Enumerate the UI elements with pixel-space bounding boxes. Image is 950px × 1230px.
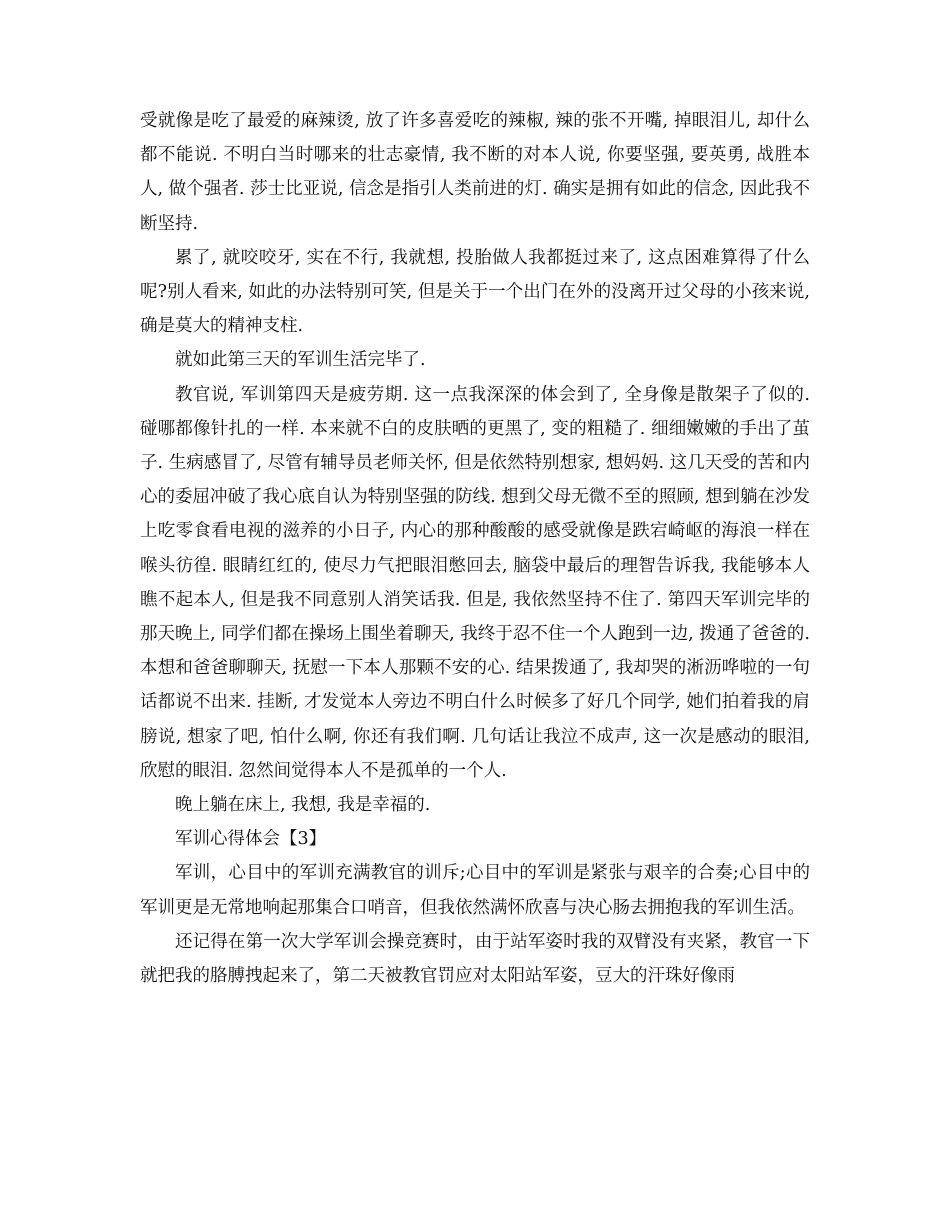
section-heading: 军训心得体会【3】 [175, 829, 327, 850]
paragraph-5: 晚上躺在床上, 我想, 我是幸福的. [175, 795, 431, 816]
paragraph-2: 累了, 就咬咬牙, 实在不行, 我就想, 投胎做人我都挺过来了, 这点困难算得了什么呢?别人看来, 如此的办法特别可笑, 但是关于一个出门在外的没离开过父母的小孩来说, 确是莫大的精神支柱. [140, 247, 811, 337]
paragraph-6: 军训，心目中的军训充满教官的训斥;心目中的军训是紧张与艰辛的合奏;心目中的军训更是无常地响起那集合口哨音，但我依然满怀欣喜与决心肠去拥抱我的军训生活。 [140, 863, 810, 918]
paragraph-7: 还记得在第一次大学军训会操竞赛时，由于站军姿时我的双臂没有夹紧，教官一下就把我的胳膊拽起来了，第二天被教官罚应对太阳站军姿，豆大的汗珠好像雨 [140, 931, 810, 987]
document-body [140, 104, 810, 993]
paragraph-3: 就如此第三天的军训生活完毕了. [175, 350, 426, 371]
paragraph-4: 教官说, 军训第四天是疲劳期. 这一点我深深的体会到了, 全身像是散架子了似的. 碰哪都像针扎的一样. 本来就不白的皮肤晒的更黑了, 变的粗糙了. 细细嫩嫩的手出了茧子. 生病感冒了, 尽管有辅导员老师关怀, 但是依然特别想家, 想妈妈. 这几天受的苦和内心的委屈冲破了我心底自认为特别坚强的防线. 想到父母无微不至的照顾, 想到躺在沙发上吃零食看电视的滋养的小日子, 内心的那种酸酸的感受就像是跌宕崎岖的海浪一样在喉头彷徨. 眼睛红红的, 使尽力气把眼泪憋回去, 脑袋中最后的理智告诉我, 我能够本人瞧不起本人, 但是我不同意别人消笑话我. 但是, 我依然坚持不住了. 第四天军训完毕的那天晚上, 同学们都在操场上围坐着聊天, 我终于忍不住一个人跑到一边, 拨通了爸爸的. 本想和爸爸聊聊天, 抚慰一下本人那颗不安的心. 结果拨通了, 我却哭的淅沥哗啦的一句话都说不出来. 挂断, 才发觉本人旁边不明白什么时候多了好几个同学, 她们拍着我的肩膀说, 想家了吧, 怕什么啊, 你还有我们啊. 几句话让我泣不成声, 这一次是感动的眼泪, 欣慰的眼泪. 忽然间觉得本人不是孤单的一个人. [140, 384, 810, 781]
paragraph-1: 受就像是吃了最爱的麻辣烫, 放了许多喜爱吃的辣椒, 辣的张不开嘴, 掉眼泪儿, 却什么都不能说. 不明白当时哪来的壮志豪情, 我不断的对本人说, 你要坚强, 要英勇, 战胜本人, 做个强者. 莎士比亚说, 信念是指引人类前进的灯. 确实是拥有如此的信念, 因此我不断坚持. [140, 111, 810, 234]
